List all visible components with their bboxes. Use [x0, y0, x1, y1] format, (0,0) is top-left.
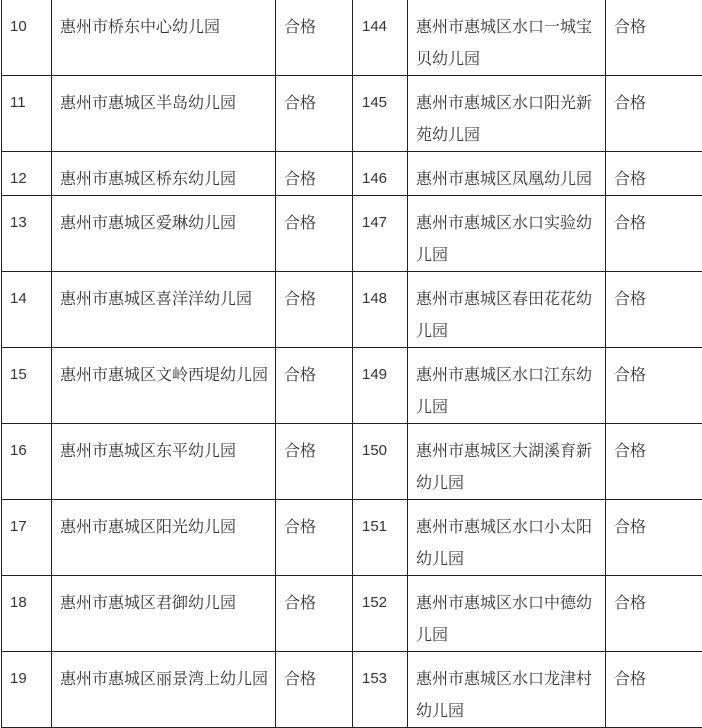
kindergarten-name-cell: 惠州市惠城区东平幼儿园	[52, 424, 276, 500]
result-cell: 合格	[606, 272, 702, 348]
row-number-cell: 145	[353, 76, 408, 152]
kindergarten-name-cell: 惠州市惠城区水口小太阳幼儿园	[408, 500, 606, 576]
result-cell: 合格	[606, 348, 702, 424]
kindergarten-name-cell: 惠州市惠城区半岛幼儿园	[52, 76, 276, 152]
row-number-cell: 19	[2, 652, 52, 728]
row-number-cell: 149	[353, 348, 408, 424]
result-cell: 合格	[606, 0, 702, 76]
row-number-cell: 148	[353, 272, 408, 348]
row-number-cell: 12	[2, 152, 52, 196]
row-number-cell: 150	[353, 424, 408, 500]
table-row	[2, 196, 702, 272]
table-row	[2, 272, 702, 348]
row-number-cell: 152	[353, 576, 408, 652]
row-number-cell: 14	[2, 272, 52, 348]
kindergarten-name-cell: 惠州市惠城区水口江东幼儿园	[408, 348, 606, 424]
result-cell: 合格	[276, 576, 353, 652]
table-row	[2, 0, 702, 76]
row-number-cell: 153	[353, 652, 408, 728]
kindergarten-name-cell: 惠州市惠城区春田花花幼儿园	[408, 272, 606, 348]
row-number-cell: 13	[2, 196, 52, 272]
result-cell: 合格	[606, 576, 702, 652]
row-number-cell: 151	[353, 500, 408, 576]
result-cell: 合格	[276, 0, 353, 76]
kindergarten-name-cell: 惠州市惠城区阳光幼儿园	[52, 500, 276, 576]
result-cell: 合格	[606, 424, 702, 500]
kindergarten-name-cell: 惠州市惠城区水口龙津村幼儿园	[408, 652, 606, 728]
row-number-cell: 146	[353, 152, 408, 196]
table-row	[2, 576, 702, 652]
row-number-cell: 11	[2, 76, 52, 152]
kindergarten-name-cell: 惠州市惠城区凤凰幼儿园	[408, 152, 606, 196]
kindergarten-name-cell: 惠州市惠城区桥东幼儿园	[52, 152, 276, 196]
kindergarten-name-cell: 惠州市惠城区水口中德幼儿园	[408, 576, 606, 652]
kindergarten-name-cell: 惠州市惠城区水口阳光新苑幼儿园	[408, 76, 606, 152]
table-body	[2, 0, 702, 728]
row-number-cell: 16	[2, 424, 52, 500]
row-number-cell: 144	[353, 0, 408, 76]
kindergarten-name-cell: 惠州市惠城区喜洋洋幼儿园	[52, 272, 276, 348]
kindergarten-name-cell: 惠州市惠城区丽景湾上幼儿园	[52, 652, 276, 728]
result-cell: 合格	[606, 500, 702, 576]
row-number-cell: 10	[2, 0, 52, 76]
result-cell: 合格	[276, 500, 353, 576]
table-row	[2, 500, 702, 576]
table-row	[2, 348, 702, 424]
kindergarten-name-cell: 惠州市惠城区水口一城宝贝幼儿园	[408, 0, 606, 76]
result-cell: 合格	[606, 196, 702, 272]
result-cell: 合格	[276, 348, 353, 424]
result-cell: 合格	[606, 652, 702, 728]
kindergarten-name-cell: 惠州市惠城区水口实验幼儿园	[408, 196, 606, 272]
result-cell: 合格	[276, 424, 353, 500]
row-number-cell: 18	[2, 576, 52, 652]
results-table	[1, 0, 702, 728]
result-cell: 合格	[276, 652, 353, 728]
table-row	[2, 424, 702, 500]
result-cell: 合格	[276, 196, 353, 272]
kindergarten-name-cell: 惠州市惠城区文岭西堤幼儿园	[52, 348, 276, 424]
result-cell: 合格	[606, 76, 702, 152]
kindergarten-name-cell: 惠州市惠城区大湖溪育新幼儿园	[408, 424, 606, 500]
kindergarten-name-cell: 惠州市桥东中心幼儿园	[52, 0, 276, 76]
table-row	[2, 76, 702, 152]
table-row	[2, 652, 702, 728]
result-cell: 合格	[606, 152, 702, 196]
row-number-cell: 15	[2, 348, 52, 424]
result-cell: 合格	[276, 76, 353, 152]
table-row	[2, 152, 702, 196]
result-cell: 合格	[276, 272, 353, 348]
row-number-cell: 17	[2, 500, 52, 576]
kindergarten-name-cell: 惠州市惠城区君御幼儿园	[52, 576, 276, 652]
result-cell: 合格	[276, 152, 353, 196]
row-number-cell: 147	[353, 196, 408, 272]
kindergarten-name-cell: 惠州市惠城区爱琳幼儿园	[52, 196, 276, 272]
